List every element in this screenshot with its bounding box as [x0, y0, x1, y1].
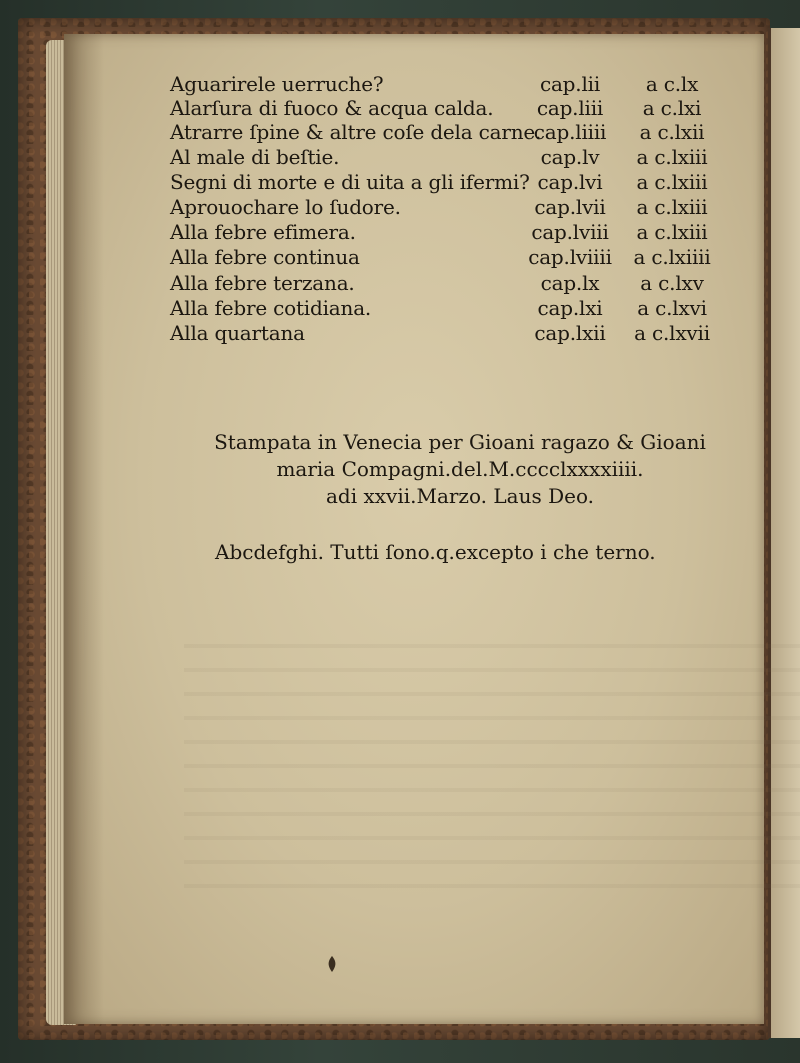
index-entry: Aprouochare lo ſudore. [170, 195, 401, 219]
index-row [170, 322, 710, 344]
leaf-ref: a c.lxiii [636, 195, 708, 219]
index-entry: Alarſura di fuoco & acqua calda. [170, 96, 494, 120]
chapter-ref: cap.lxi [537, 296, 603, 320]
colophon-line-1: Stampata in Venecia per Gioani ragazo & Gioani [214, 430, 706, 454]
chapter-ref: cap.lviii [531, 220, 609, 244]
index-entry: Alla febre terzana. [170, 271, 355, 295]
index-row [170, 272, 710, 294]
leaf-ref: a c.lxiii [636, 145, 708, 169]
index-row [170, 221, 710, 243]
leaf-ref: a c.lxvi [637, 296, 707, 320]
chapter-ref: cap.lvi [537, 170, 603, 194]
chapter-ref: cap.lii [539, 72, 601, 96]
index-row [170, 146, 710, 168]
index-entry: Aguarirele uerruche? [170, 72, 384, 96]
chapter-ref: cap.lvii [534, 195, 606, 219]
index-row [170, 171, 710, 193]
index-row [170, 297, 710, 319]
chapter-ref: cap.lx [540, 271, 600, 295]
register-of-signatures: Abcdefghi. Tutti ſono.q.excepto i che terno. [215, 540, 656, 564]
colophon-line-3: adi xxvii.Marzo. Laus Deo. [325, 484, 595, 508]
index-row [170, 97, 710, 119]
leaf-ref: a c.lxi [642, 96, 702, 120]
leaf-ref: a c.lxiiii [633, 245, 711, 269]
gutter-shadow [64, 34, 104, 1024]
leaf-ref: a c.lxiii [636, 170, 708, 194]
index-row [170, 73, 710, 95]
show-through-text [184, 624, 800, 904]
colophon-line-2: maria Compagni.del.M.cccclxxxxiiii. [276, 457, 644, 481]
index-row [170, 246, 710, 268]
leaf-ref: a c.lxii [639, 120, 705, 144]
index-entry: Al male di beſtie. [170, 145, 340, 169]
index-entry: Atrarre ſpine & altre coſe dela carne. [170, 120, 542, 144]
index-entry: Alla febre efimera. [170, 220, 356, 244]
chapter-ref: cap.liii [536, 96, 604, 120]
index-entry: Alla febre continua [170, 245, 360, 269]
index-entry: Alla quartana [170, 321, 305, 345]
leaf-ref: a c.lx [645, 72, 699, 96]
index-entry: Segni di morte e di uita a gli ifermi? [170, 170, 530, 194]
index-row [170, 196, 710, 218]
leaf-ref: a c.lxvii [634, 321, 710, 345]
chapter-ref: cap.lxii [534, 321, 606, 345]
index-row [170, 121, 710, 143]
fleuron-icon [325, 955, 339, 973]
index-entry: Alla febre cotidiana. [170, 296, 372, 320]
leaf-ref: a c.lxv [640, 271, 704, 295]
chapter-ref: cap.lv [540, 145, 600, 169]
chapter-ref: cap.lviiii [528, 245, 612, 269]
leaf-ref: a c.lxiii [636, 220, 708, 244]
chapter-ref: cap.liiii [533, 120, 607, 144]
